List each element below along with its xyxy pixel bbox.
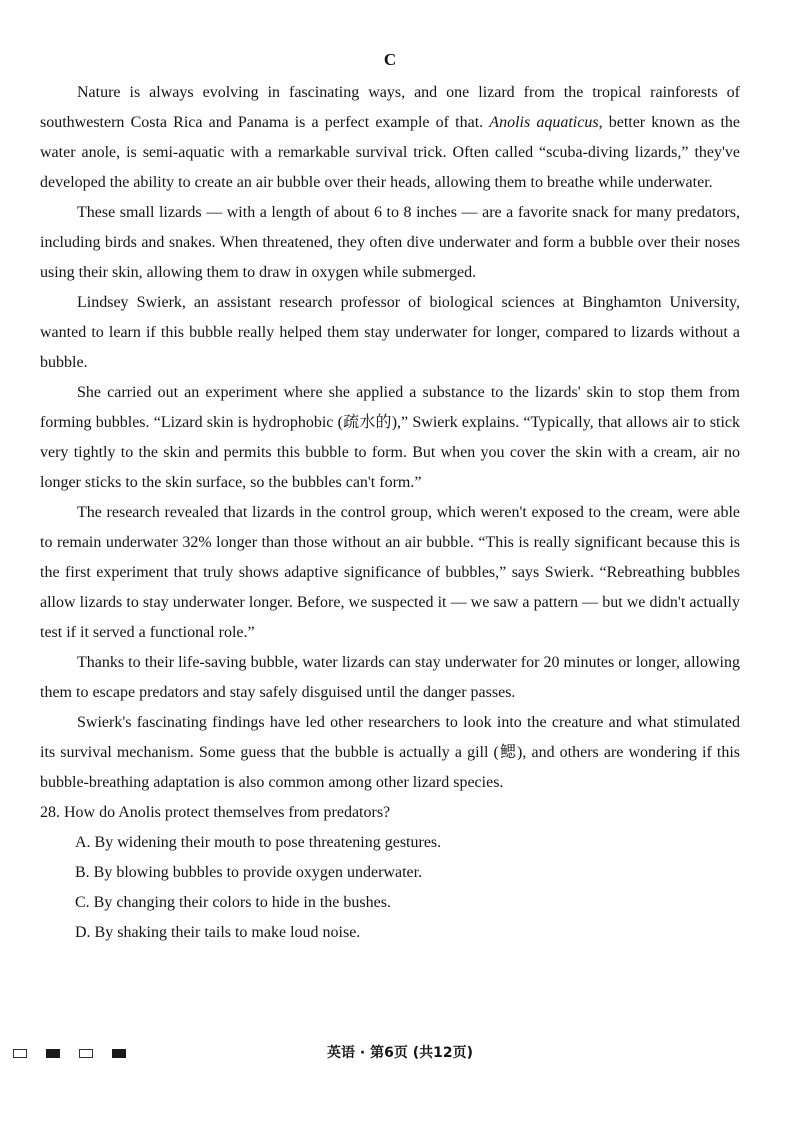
option-c[interactable]: C. By changing their colors to hide in the bushes. — [75, 894, 391, 911]
section-letter: C — [383, 50, 397, 69]
answer-options — [40, 828, 740, 948]
option-d[interactable]: D. By shaking their tails to make loud noise. — [75, 924, 361, 941]
paragraph-3: Lindsey Swierk, an assistant research professor of biological sciences at Binghamton University, wanted to learn if this bubble really helped them stay underwater for longer, compared to lizards without a bubble. — [40, 294, 740, 371]
page-content — [40, 48, 740, 948]
option-b[interactable]: B. By blowing bubbles to provide oxygen underwater. — [75, 864, 423, 881]
paragraph-5: The research revealed that lizards in the control group, which weren't exposed to the cream, were able to remain underwater 32% longer than those without an air bubble. “This is really significant because this is the first experiment that truly shows adaptive significance of bubbles,” says Swierk. “Rebreathing bubbles allow lizards to stay underwater longer. Before, we suspected it — we saw a pattern — but we didn't actually test if it served a functional role.” — [40, 504, 740, 641]
paragraph-1-rest: , better known as the water anole, is semi-aquatic with a remarkable survival trick. Often called “scuba-diving lizards,” they've developed the ability to create an air bubble over their heads, allowing them to breathe while underwater. — [40, 114, 741, 191]
paragraph-4: She carried out an experiment where she applied a substance to the lizards' skin to stop them from forming bubbles. “Lizard skin is hydrophobic (疏水的),” Swierk explains. “Typically, that allows air to stick very tightly to the skin and permits this bubble to form. But when you cover the skin with a cream, air no longer sticks to the skin surface, so the bubbles can't form.” — [40, 384, 740, 491]
option-a[interactable]: A. By widening their mouth to pose threatening gestures. — [75, 834, 442, 851]
paragraph-1 — [40, 78, 740, 198]
question-28 — [40, 798, 740, 828]
species-name: Anolis aquaticus — [489, 114, 599, 131]
paragraph-1-start: Nature is always evolving in fascinating ways, and one lizard from the tropical rainforests of southwestern Costa Rica and Panama is a perfect example of that. — [40, 84, 740, 131]
question-number: 28. — [40, 804, 60, 821]
paragraph-2: These small lizards — with a length of about 6 to 8 inches — are a favorite snack for many predators, including birds and snakes. When threatened, they often dive underwater and form a bubble over their noses using their skin, allowing them to draw in oxygen while submerged. — [40, 204, 740, 281]
page-footer — [0, 1040, 800, 1070]
page-number: 英语 · 第6页 (共12页) — [327, 1045, 473, 1061]
question-text: How do Anolis protect themselves from predators? — [64, 804, 391, 821]
paragraph-7: Swierk's fascinating findings have led other researchers to look into the creature and what stimulated its survival mechanism. Some guess that the bubble is actually a gill (鳃), and others are wondering if this bubble-breathing adaptation is also common among other lizard species. — [40, 714, 740, 791]
paragraph-6: Thanks to their life-saving bubble, water lizards can stay underwater for 20 minutes or longer, allowing them to escape predators and stay safely disguised until the danger passes. — [40, 654, 740, 701]
